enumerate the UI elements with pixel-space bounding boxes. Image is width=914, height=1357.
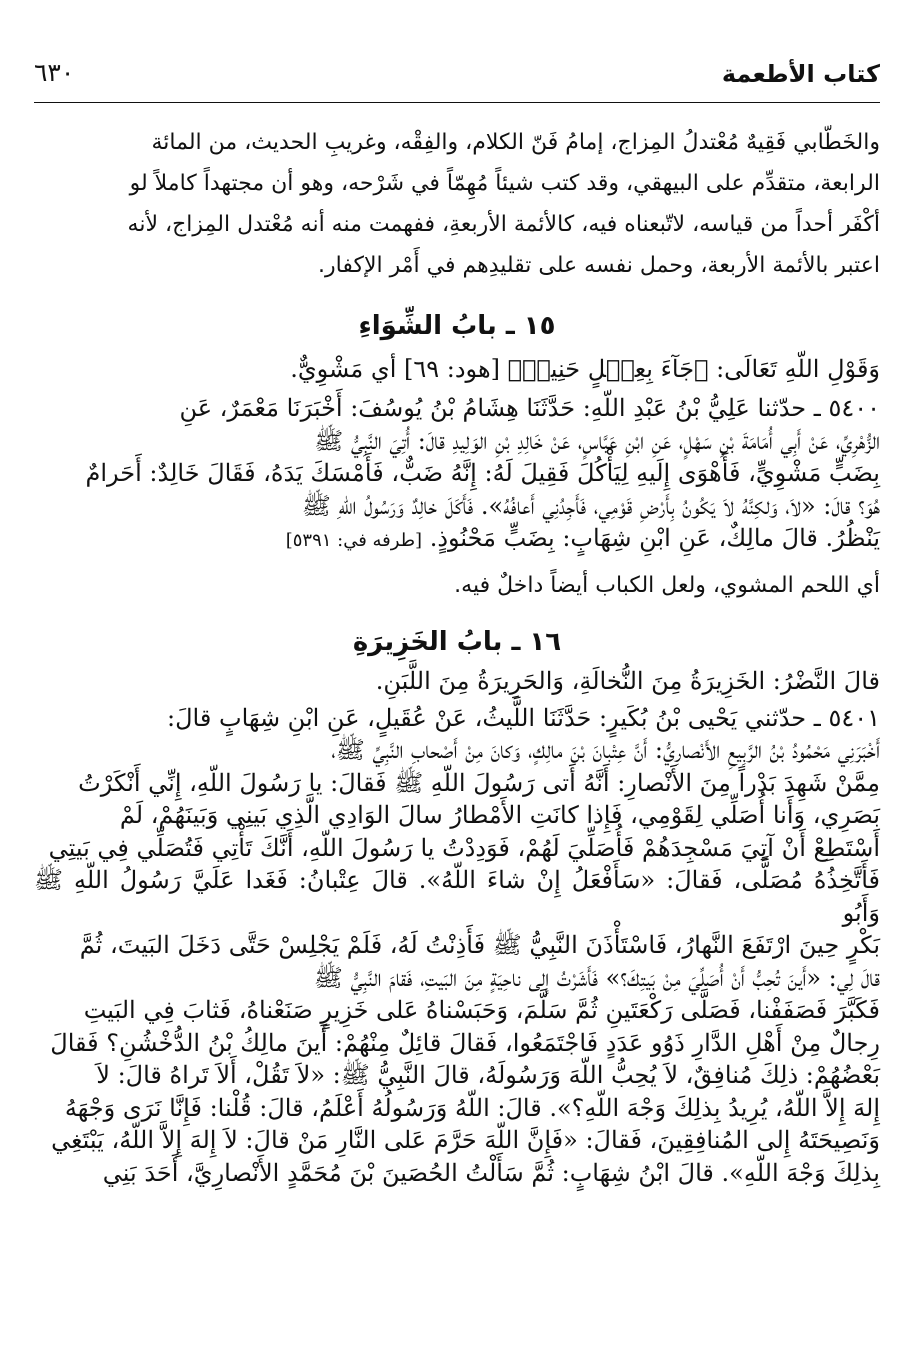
hadith-line: هُوَ؟ قالَ: «لاَ، وَلكِنَّهُ لاَ يَكُونُ بِأَرْضِ قَوْمِي، فَأَجِدُنِي أَعافُهُ». فَأَكَلَ خالِدٌ وَرَسُولُ اللّهِ ﷺ — [301, 491, 880, 520]
hadith-5400 — [34, 392, 880, 558]
quran-citation: وَقَوْلِ اللّهِ تَعَالَى: ﴿جَآءَ بِعِجۡلٍ حَنِيذٖ﴾ [هود: ٦٩] أي مَشْوِيٌّ. — [290, 355, 880, 383]
chapter-heading-15: ١٥ ـ بابُ الشِّوَاءِ — [358, 311, 556, 341]
page-number: ٦٣٠ — [34, 58, 75, 87]
hadith-line: إِلهَ إِلاَّ اللّهُ، يُرِيدُ بِذلِكَ وَجْهَ اللّهِ؟». قالَ: اللّهُ وَرَسُولُهُ أَعْلَمُ، قالَ: قُلْنا: فَإِنَّا نَرَى وَجْهَهُ — [64, 1093, 880, 1122]
intro-line: الرابعة، متقدِّم على البيهقي، وقد كتب شيئاً مُهِمّاً في شَرْحه، وهو أن مجتهداً كاملاً لو — [129, 171, 880, 196]
hadith-line: فَكَبَّرَ فَصَفَفْنا، فَصَلَّى رَكْعَتَينِ ثُمَّ سَلَّمَ، وَحَبَسْناهُ عَلى خَزِيرٍ صَنَعْناهُ، فَثابَ فِي البَيتِ — [83, 996, 880, 1024]
hadith-line: بِذلِكَ وَجْهَ اللّهِ». قالَ ابْنُ شِهَابٍ: ثُمَّ سَأَلْتُ الحُصَينَ بْنَ مُحَمَّدٍ الأَنْصارِيَّ، أَحَدَ بَنِي — [102, 1158, 880, 1187]
hadith-5401 — [34, 702, 880, 1190]
hadith-line: ٥٤٠٠ ـ حدّثنا عَلِيُّ بْنُ عَبْدِ اللّهِ: حَدَّثَنَا هِشَامُ بْنُ يُوسُفَ: أَخْبَرَنَا مَعْمَرٌ، عَنِ — [179, 394, 880, 422]
hadith-line: أَسْتَطِعْ أَنْ آتِيَ مَسْجِدَهُمْ فَأُصَلِّيَ لَهُمْ، فَوَدِدْتُ يا رَسُولَ اللّهِ، أَنَّكَ تَأْتِي فَتُصَلِّي فِي بَيتِي — [48, 833, 880, 862]
hadith-line: بَصَرِي، وَأَنا أُصَلِّي لِقَوْمِي، فَإِذا كانَتِ الأَمْطارُ سالَ الوَادِي الَّذِي بَينِي وَبَينَهُمْ، لَمْ — [119, 801, 880, 829]
hadith-line: الزُّهْرِيِّ، عَنْ أَبِي أُمَامَةَ بْنِ سَهْلٍ، عَنِ ابْنِ عَبَّاسٍ، عَنْ خَالِدِ بْنِ الوَلِيدِ قالَ: أُتِيَ النَّبِيُّ ﷺ — [314, 426, 880, 455]
hadith-line: بَعْضُهُمْ: ذلِكَ مُنافِقٌ، لاَ يُحِبُّ اللّهَ وَرَسُولَهُ، قالَ النَّبِيُّ ﷺ: «لاَ تَقُلْ، أَلاَ تَراهُ قالَ: لاَ — [96, 1061, 880, 1089]
running-title: كتاب الأطعمة — [721, 60, 880, 88]
hadith-text: يَنْظُرُ. قالَ مالِكٌ، عَنِ ابْنِ شِهَابٍ: بِضَبٍّ مَحْنُوذٍ. — [429, 524, 880, 552]
hadith-line: أَخْبَرَنِي مَحْمُودُ بْنُ الرَّبِيعِ الأَنْصارِيُّ: أَنَّ عِتْبانَ بْنَ مالِكٍ، وَكانَ مِنْ أَصْحابِ النَّبِيِّ ﷺ، — [331, 736, 880, 764]
cross-reference: [طرفه في: ٥٣٩١] — [285, 530, 423, 551]
nadr-quote: قالَ النَّضْرُ: الخَزِيرَةُ مِنَ النُّخالَةِ، وَالحَرِيرَةُ مِنَ اللَّبَنِ. — [375, 666, 880, 695]
intro-line: والخَطّابي فَقِيهٌ مُعْتدلُ المِزاج، إمامُ فَنّ الكلام، والفِقْه، وغريبِ الحديث، من المائة — [151, 130, 880, 155]
intro-line: أكْفَر أحداً من قياسه، لاتّبعناه فيه، كالأئمة الأربعةِ، ففهمت منه أنه مُعْتدل المِزاج، لأنه — [127, 212, 880, 237]
hadith-line: بَكْرٍ حِينَ ارْتَفَعَ النَّهارُ، فَاسْتَأْذَنَ النَّبِيُّ ﷺ فَأَذِنْتُ لَهُ، فَلَمْ يَجْلِسْ حَتَّى دَخَلَ البَيتَ، ثُمَّ — [79, 931, 880, 959]
hadith-line: قالَ لِي: «أَينَ تُحِبُّ أَنْ أُصَلِّيَ مِنْ بَيتِكَ؟» فَأَشَرْتُ إِلى ناحِيَةٍ مِنَ البَيتِ، فَقامَ النَّبِيُّ ﷺ — [313, 963, 880, 992]
intro-paragraph — [34, 122, 880, 286]
hadith-line: فَأَتَّخِذُهُ مُصَلًّى، فَقالَ: «سَأَفْعَلُ إِنْ شاءَ اللّهُ». قالَ عِتْبانُ: فَغَدا عَلَيَّ رَسُولُ اللّهِ ﷺ وَأَبُو — [34, 866, 880, 927]
commentary-note: أي اللحم المشوي، ولعل الكباب أيضاً داخلٌ فيه. — [454, 572, 880, 598]
hadith-line: بِضَبٍّ مَشْوِيٍّ، فَأَهْوَى إِلَيهِ لِيَأْكُلَ فَقِيلَ لَهُ: إِنَّهُ ضَبٌّ، فَأَمْسَكَ يَدَهُ، فَقَالَ خَالِدٌ: أَحَرامٌ — [85, 459, 880, 487]
page-header — [34, 58, 880, 103]
hadith-line: مِمَّنْ شَهِدَ بَدْراً مِنَ الأَنْصارِ: أَنَّهُ أَتى رَسُولَ اللّهِ ﷺ فَقالَ: يا رَسُولَ اللّهِ، إِنِّي أَنْكَرْتُ — [78, 768, 880, 797]
hadith-line: وَنَصِيحَتَهُ إِلى المُنافِقِينَ، فَقالَ: «فَإِنَّ اللّهَ حَرَّمَ عَلى النَّارِ مَنْ قالَ: لاَ إِلهَ إِلاَّ اللّهُ، يَبْتَغِي — [51, 1126, 880, 1154]
intro-line: اعتبر بالأئمة الأربعة، وحمل نفسه على تقليدِهم في أَمْر الإكفار. — [318, 253, 880, 278]
hadith-line: رِجالٌ مِنْ أَهْلِ الدَّارِ ذَوُو عَدَدٍ فَاجْتَمَعُوا، فَقالَ قائِلٌ مِنْهُمْ: أَينَ مالِكُ بْنُ الدُّخْشُنِ؟ فَقالَ — [50, 1028, 880, 1057]
hadith-line-last — [34, 522, 880, 558]
hadith-line: ٥٤٠١ ـ حدّثني يَحْيى بْنُ بُكَيرٍ: حَدَّثَنَا اللَّيثُ، عَنْ عُقَيلٍ، عَنِ ابْنِ شِهَابٍ قالَ: — [167, 703, 880, 732]
chapter-heading-16: ١٦ ـ بابُ الخَزِيرَةِ — [352, 626, 562, 657]
page-body — [34, 122, 880, 1189]
